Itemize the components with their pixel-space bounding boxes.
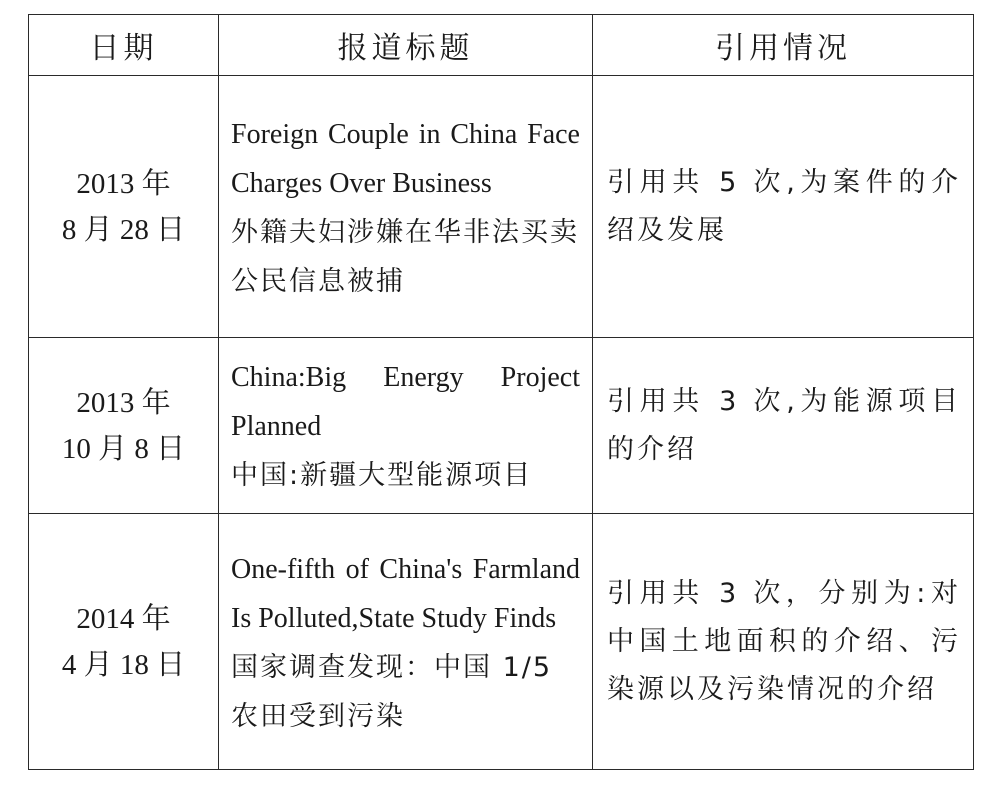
column-header-title: 报道标题 [219, 15, 593, 76]
title-chinese: 国家调查发现：中国 1/5 农田受到污染 [231, 651, 553, 732]
table-row [29, 338, 974, 514]
title-english: Foreign Couple in China Face Charges Over Business [231, 118, 580, 199]
citation-cell: 引用共 3 次，分别为:对中国土地面积的介绍、污染源以及污染情况的介绍 [593, 514, 974, 770]
title-chinese: 外籍夫妇涉嫌在华非法买卖公民信息被捕 [231, 216, 579, 297]
table-row [29, 514, 974, 770]
date-day: 10 月 8 日 [61, 432, 186, 465]
column-header-date: 日期 [29, 15, 219, 76]
title-english: China:Big Energy Project Planned [231, 362, 580, 442]
citation-cell: 引用共 5 次,为案件的介绍及发展 [593, 76, 974, 338]
date-day: 8 月 28 日 [61, 213, 186, 246]
date-year: 2013 年 [76, 386, 171, 419]
date-year: 2014 年 [76, 602, 171, 635]
column-header-citation: 引用情况 [593, 15, 974, 76]
date-year: 2013 年 [76, 167, 171, 200]
title-cell [219, 338, 593, 514]
date-cell [29, 514, 219, 770]
table-row [29, 76, 974, 338]
title-cell [219, 76, 593, 338]
title-chinese: 中国:新疆大型能源项目 [231, 460, 533, 491]
title-cell [219, 514, 593, 770]
date-cell [29, 76, 219, 338]
citation-cell: 引用共 3 次,为能源项目的介绍 [593, 338, 974, 514]
title-english: One-fifth of China's Farmland Is Polluted,State Study Finds [231, 553, 580, 634]
date-day: 4 月 18 日 [61, 648, 186, 681]
table-header-row [29, 15, 974, 76]
date-cell [29, 338, 219, 514]
report-citation-table [28, 14, 974, 770]
